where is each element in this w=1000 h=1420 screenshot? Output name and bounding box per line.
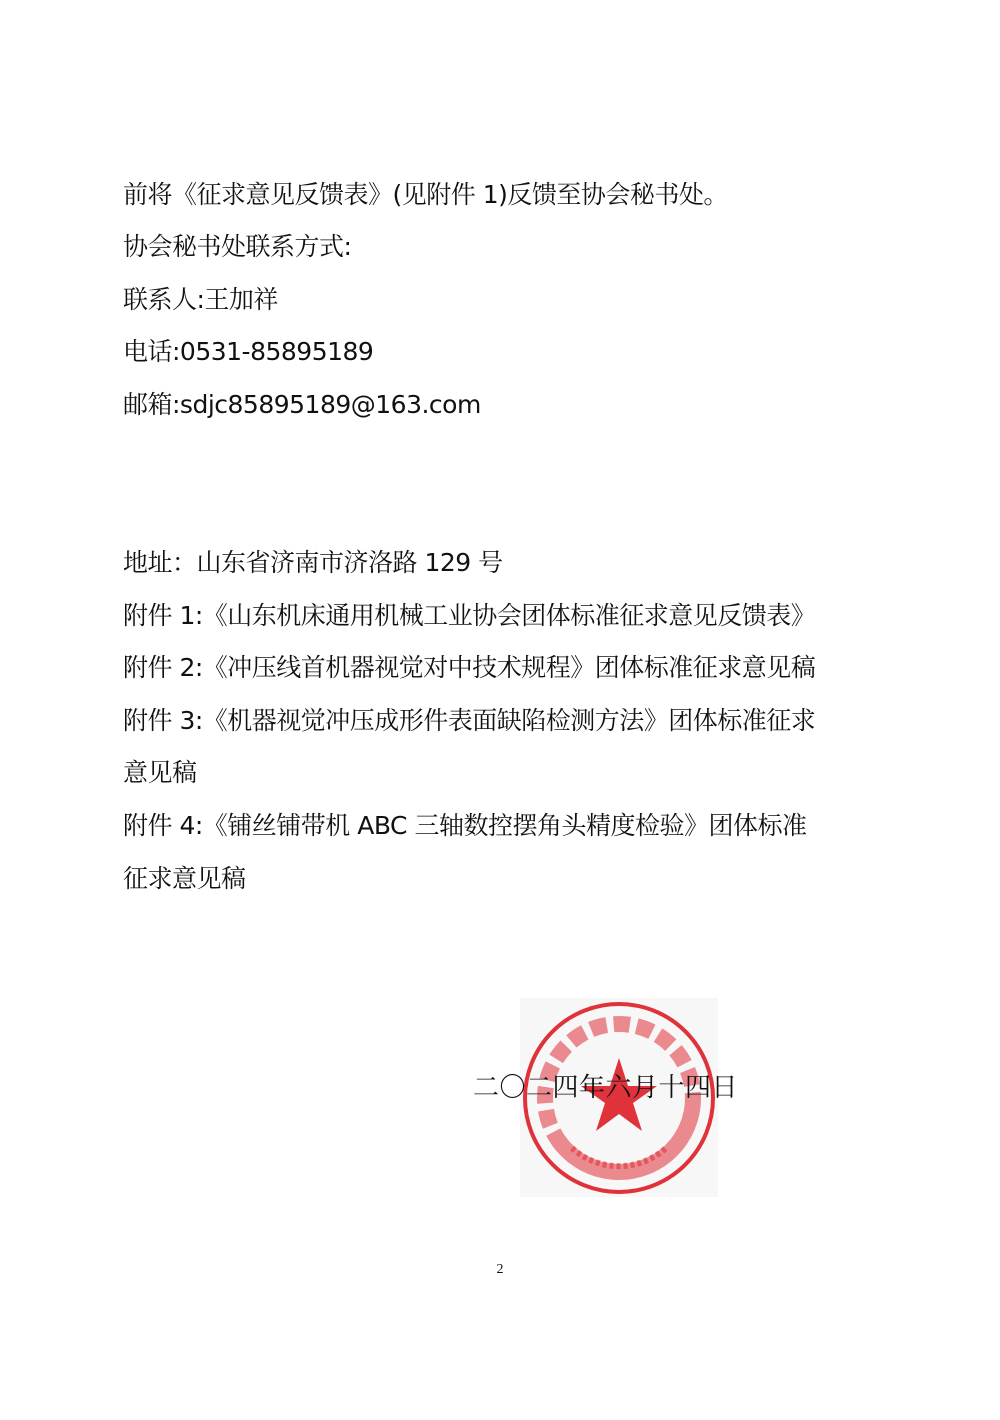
address: 地址：山东省济南市济洛路 129 号 xyxy=(123,548,503,577)
signature-date: 二〇二四年六月十四日 xyxy=(473,1073,739,1103)
attachment-3: 附件 3:《机器视觉冲压成形件表面缺陷检测方法》团体标准征求 xyxy=(123,706,816,735)
attachment-3-cont: 意见稿 xyxy=(123,758,197,787)
contact-heading: 协会秘书处联系方式: xyxy=(123,232,352,261)
attachment-2: 附件 2:《冲压线首机器视觉对中技术规程》团体标准征求意见稿 xyxy=(123,653,816,682)
contact-phone: 电话:0531-85895189 xyxy=(123,337,374,366)
contact-person: 联系人:王加祥 xyxy=(123,285,278,314)
contact-email: 邮箱:sdjc85895189@163.com xyxy=(123,390,481,419)
attachment-4: 附件 4:《铺丝铺带机 ABC 三轴数控摆角头精度检验》团体标准 xyxy=(123,811,807,840)
body-text-line: 前将《征求意见反馈表》(见附件 1)反馈至协会秘书处。 xyxy=(123,180,728,209)
page-number: 2 xyxy=(496,1262,504,1277)
attachment-4-cont: 征求意见稿 xyxy=(123,864,246,893)
attachment-1: 附件 1:《山东机床通用机械工业协会团体标准征求意见反馈表》 xyxy=(123,601,816,630)
